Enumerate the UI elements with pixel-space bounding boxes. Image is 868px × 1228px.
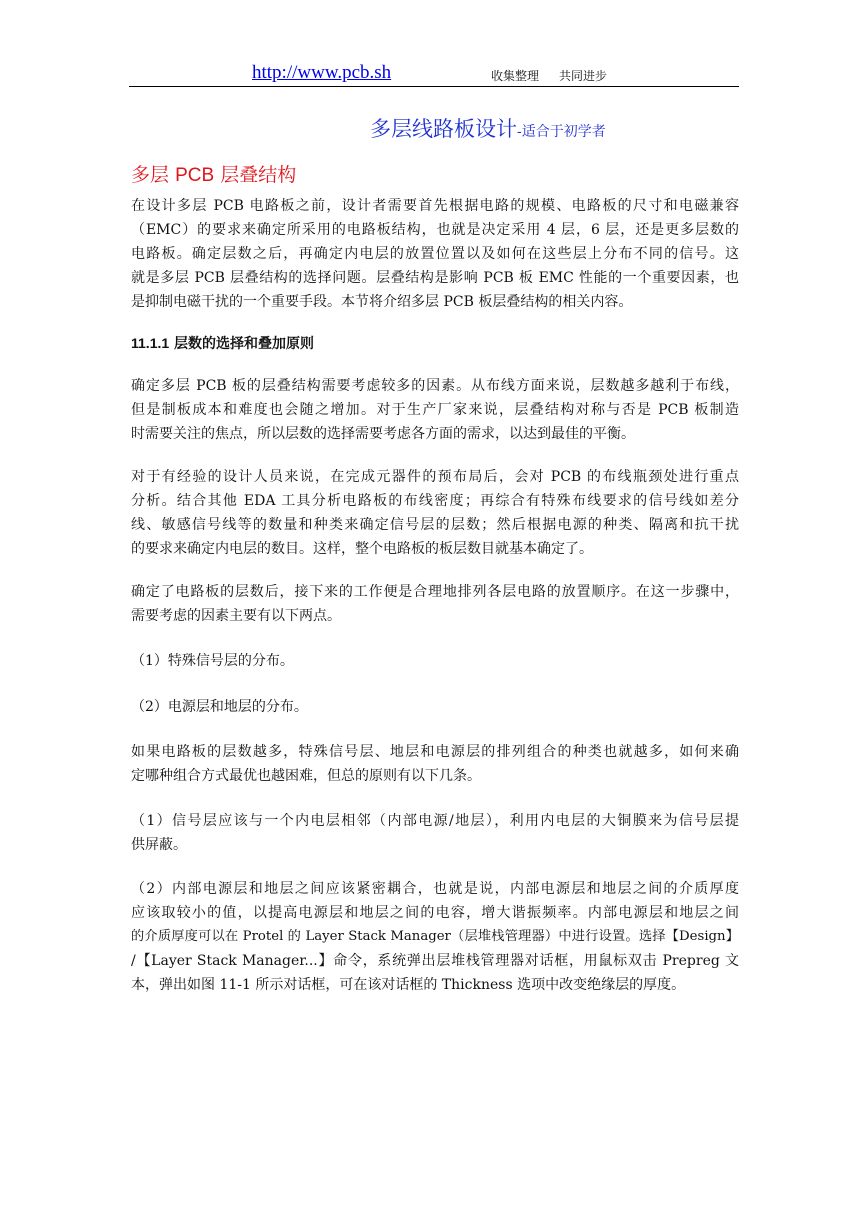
header-motto <box>491 67 607 84</box>
page-header <box>129 62 739 87</box>
paragraph-layer-order <box>131 580 739 628</box>
text-line: 就是多层 PCB 层叠结构的选择问题。层叠结构是影响 PCB 板 EMC 性能的一个重要因素，也 <box>131 270 739 286</box>
subsection-number: 11.1.1 <box>131 335 170 351</box>
paragraph-general-principles <box>131 740 739 788</box>
text-line: 本，弹出如图 11-1 所示对话框，可在该对话框的 Thickness 选项中改变绝缘层的厚度。 <box>131 977 686 993</box>
text-line: 对于有经验的设计人员来说，在完成元器件的预布局后，会对 PCB 的布线瓶颈处进行重点 <box>131 469 739 485</box>
text-line: 确定多层 PCB 板的层叠结构需要考虑较多的因素。从布线方面来说，层数越多越利于布线， <box>131 378 739 394</box>
principle-2-tight-coupling <box>131 877 739 997</box>
text-line: 在设计多层 PCB 电路板之前，设计者需要首先根据电路的规模、电路板的尺寸和电磁兼容 <box>131 198 739 214</box>
paragraph-layer-factors <box>131 374 739 446</box>
section-heading-pcb: PCB <box>175 165 215 186</box>
text-line: 是抑制电磁干扰的一个重要手段。本节将介绍多层 PCB 板层叠结构的相关内容。 <box>131 294 633 310</box>
paragraph-experienced-designers <box>131 465 739 561</box>
intro-paragraph <box>131 194 739 314</box>
subsection-title: 层数的选择和叠加原则 <box>174 336 315 352</box>
text-line: （EMC）的要求来确定所采用的电路板结构，也就是决定采用 4 层，6 层，还是更多层数的 <box>131 222 739 238</box>
header-motto-collect: 收集整理 <box>491 69 540 83</box>
text-line: /【Layer Stack Manager...】命令，系统弹出层堆栈管理器对话框，用鼠标双击 Prepreg 文 <box>131 953 739 969</box>
text-line: 定哪种组合方式最优也越困难，但总的原则有以下几条。 <box>131 768 481 784</box>
text-line: 应该取较小的值，以提高电源层和地层之间的电容，增大谐振频率。内部电源层和地层之间 <box>131 905 739 921</box>
text-line: （2）电源层和地层的分布。 <box>131 699 308 715</box>
text-line: 的介质厚度可以在 Protel 的 Layer Stack Manager（层堆栈管理器）中进行设置。选择【Design】 <box>131 929 739 944</box>
section-heading-prefix: 多层 <box>131 164 170 186</box>
document-title-main: 多层线路板设计 <box>370 117 517 141</box>
text-line: 如果电路板的层数越多，特殊信号层、地层和电源层的排列组合的种类也就越多，如何来确 <box>131 744 739 760</box>
text-line: 需要考虑的因素主要有以下两点。 <box>131 608 341 624</box>
header-url-link[interactable]: http://www.pcb.sh <box>252 62 392 83</box>
text-line: 线、敏感信号线等的数量和种类来确定信号层的层数；然后根据电源的种类、隔离和抗干扰 <box>131 517 739 533</box>
text-line: 的要求来确定内电层的数目。这样，整个电路板的板层数目就基本确定了。 <box>131 541 593 557</box>
text-line: （1）信号层应该与一个内电层相邻（内部电源/地层），利用内电层的大铜膜来为信号层提 <box>131 813 739 829</box>
document-title <box>370 113 606 143</box>
header-motto-progress: 共同进步 <box>559 69 608 83</box>
principle-1-signal-layer-adjacent <box>131 809 739 857</box>
text-line: 分析。结合其他 EDA 工具分析电路板的布线密度；再综合有特殊布线要求的信号线如差分 <box>131 493 739 509</box>
text-line: 电路板。确定层数之后，再确定内电层的放置位置以及如何在这些层上分布不同的信号。这 <box>131 246 739 262</box>
document-title-subtitle: -适合于初学者 <box>517 124 606 140</box>
section-heading <box>131 160 296 187</box>
text-line: 确定了电路板的层数后，接下来的工作便是合理地排列各层电路的放置顺序。在这一步骤中， <box>131 584 739 600</box>
list-item-special-signal-layers <box>131 649 739 673</box>
text-line: （2）内部电源层和地层之间应该紧密耦合，也就是说，内部电源层和地层之间的介质厚度 <box>131 881 739 897</box>
subsection-heading <box>131 333 314 353</box>
list-item-power-ground-layers <box>131 695 739 719</box>
text-line: （1）特殊信号层的分布。 <box>131 653 294 669</box>
text-line: 供屏蔽。 <box>131 837 187 853</box>
section-heading-suffix: 层叠结构 <box>220 164 297 186</box>
text-line: 时需要关注的焦点，所以层数的选择需要考虑各方面的需求，以达到最佳的平衡。 <box>131 426 635 442</box>
text-line: 但是制板成本和难度也会随之增加。对于生产厂家来说，层叠结构对称与否是 PCB 板制造 <box>131 402 739 418</box>
